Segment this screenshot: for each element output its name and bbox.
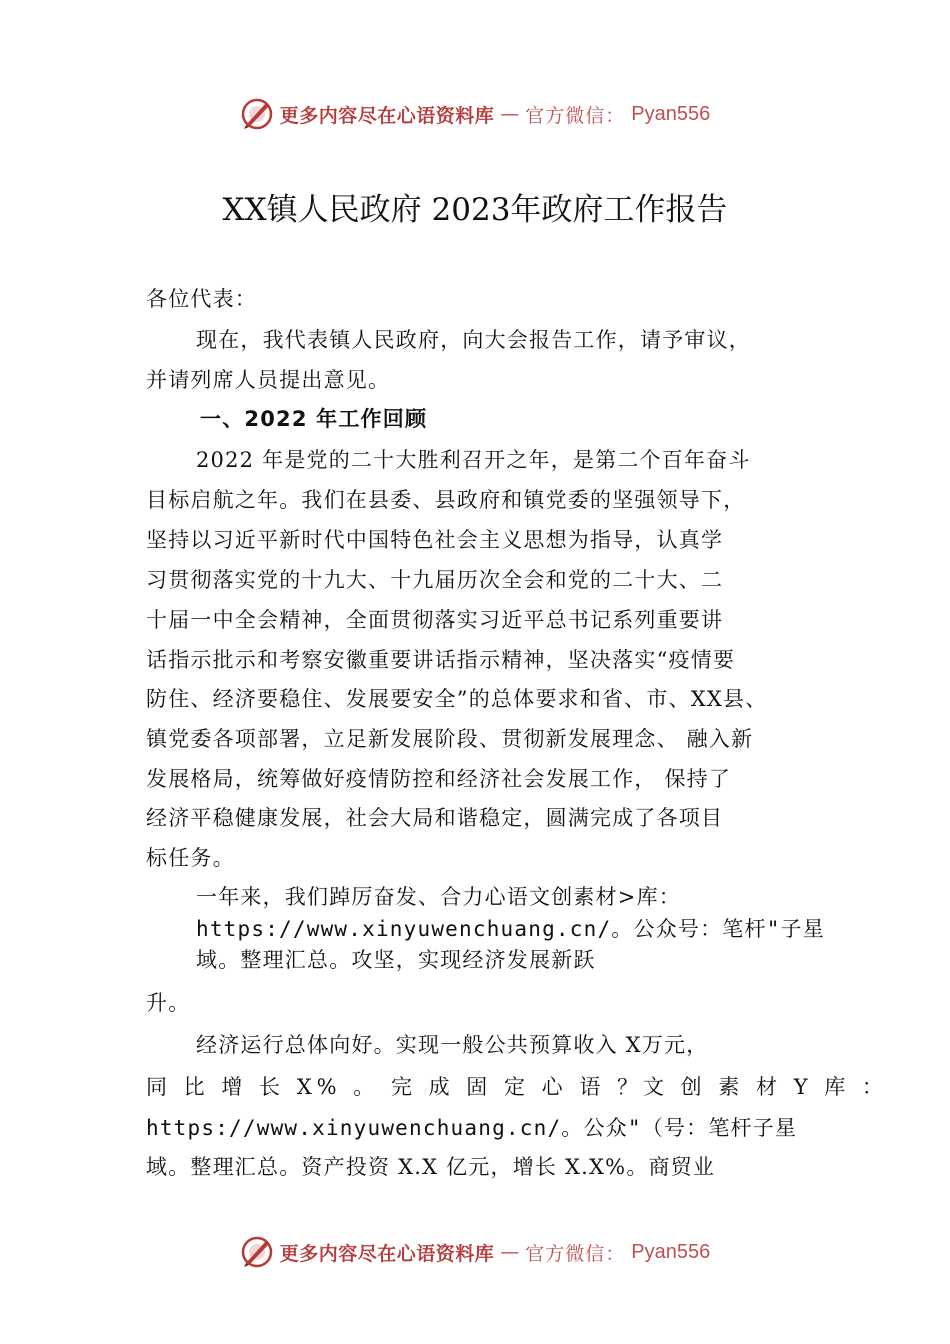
paragraph-line: 现在，我代表镇人民政府，向大会报告工作，请予审议， bbox=[196, 328, 751, 352]
paragraph-line: 经济平稳健康发展，社会大局和谐稳定，圆满完成了各项目 bbox=[146, 806, 724, 830]
paragraph-line: 防住、经济要稳住、发展要安全”的总体要求和省、市、XX县、 bbox=[146, 687, 768, 711]
paragraph-line: https://www.xinyuwenchuang.cn/。公众号：笔杆"子星 bbox=[196, 917, 825, 941]
paragraph-line: 升。 bbox=[146, 991, 191, 1015]
salutation: 各位代表： bbox=[146, 287, 257, 311]
paragraph-line: 发展格局，统筹做好疫情防控和经济社会发展工作， 保持了 bbox=[146, 767, 732, 791]
paragraph-line: 标任务。 bbox=[146, 846, 235, 870]
paragraph-line: 话指示批示和考察安徽重要讲话指示精神，坚决落实“疫情要 bbox=[146, 648, 736, 672]
paragraph-line: 域。整理汇总。攻坚，实现经济发展新跃 bbox=[196, 948, 596, 972]
paragraph-line: 一年来，我们踔厉奋发、合力心语文创素材>库： bbox=[196, 885, 681, 909]
paragraph-line: 域。整理汇总。资产投资 X.X 亿元，增长 X.X%。商贸业 bbox=[146, 1155, 716, 1179]
document-title: XX镇人民政府 2023年政府工作报告 bbox=[222, 192, 728, 228]
watermark-wechat-id: Pyan556 bbox=[631, 102, 711, 125]
paragraph-line: 习贯彻落实党的十九大、十九届历次全会和党的二十大、二 bbox=[146, 568, 724, 592]
watermark-dash: — bbox=[500, 1241, 520, 1263]
paragraph-line: 2022 年是党的二十大胜利召开之年，是第二个百年奋斗 bbox=[196, 448, 751, 472]
pen-logo-icon bbox=[240, 1235, 274, 1269]
pen-logo-icon bbox=[240, 97, 274, 131]
watermark-wechat-label: 官方微信： bbox=[525, 104, 626, 127]
paragraph-line: https://www.xinyuwenchuang.cn/。公众"（号：笔杆子星 bbox=[146, 1116, 798, 1140]
paragraph-line: 十届一中全会精神，全面贯彻落实习近平总书记系列重要讲 bbox=[146, 608, 724, 632]
paragraph-line: 经济运行总体向好。实现一般公共预算收入 X万元， bbox=[196, 1033, 709, 1057]
watermark-footer bbox=[0, 1232, 950, 1272]
watermark-header bbox=[0, 94, 950, 134]
watermark-dash: — bbox=[500, 103, 520, 125]
watermark-text: 更多内容尽在心语资料库 bbox=[279, 1242, 495, 1265]
watermark-text: 更多内容尽在心语资料库 bbox=[279, 104, 495, 127]
section-heading: 一、2022 年工作回顾 bbox=[200, 407, 428, 431]
paragraph-line: 坚持以习近平新时代中国特色社会主义思想为指导，认真学 bbox=[146, 528, 724, 552]
paragraph-line: 同 比 增 长 X% 。 完 成 固 定 心 语 ？文 创 素 材 Y 库 ： bbox=[146, 1075, 888, 1099]
watermark-wechat-id: Pyan556 bbox=[631, 1240, 711, 1263]
watermark-wechat-label: 官方微信： bbox=[525, 1242, 626, 1265]
paragraph-line: 并请列席人员提出意见。 bbox=[146, 368, 391, 392]
paragraph-line: 目标启航之年。我们在县委、县政府和镇党委的坚强领导下， bbox=[146, 488, 746, 512]
paragraph-line: 镇党委各项部署，立足新发展阶段、贯彻新发展理念、 融入新 bbox=[146, 727, 754, 751]
